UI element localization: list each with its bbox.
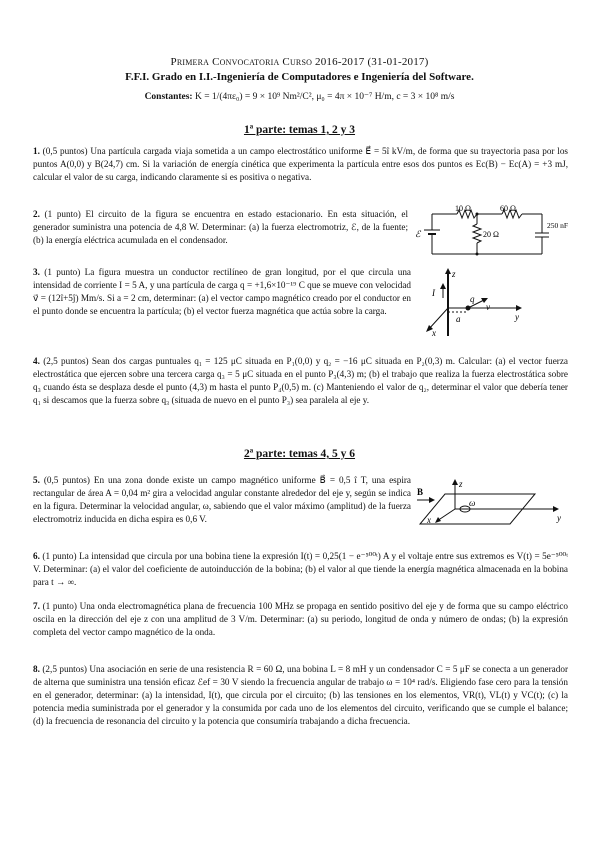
section-title-text: 2ª parte: temas 4, 5 y 6 <box>243 448 356 460</box>
wire-diagram <box>418 268 528 338</box>
x-axis-line <box>437 509 455 521</box>
question-text: (1 punto) La intensidad que circula por una bobina tiene la expresión I(t) = 0,25(1 − e⁻⁵⁰⁰ᵗ) A y el voltaje entre sus extremos es V(t) = 5e⁻⁵⁰⁰ᵗ V. Determinar: (a) el valor del coeficiente de autoinducción de la bobina; (b) el valor al que tiende la energía magnética almacenada en la bobina para t → ∞. <box>33 551 568 587</box>
question-text: (2,5 puntos) Sean dos cargas puntuales q₁ = 125 μC situada en P₁(0,0) y q₂ = −16 μC situada en P₂(0,3) m. Calcular: (a) el vector fuerza electrostática que ejercen sobre una tercera carga q₃ = 5 μC situada en el punto P₃(4,3) m; (b) el trabajo que realiza la fuerza electrostática sobre q₃ cuando ésta se desplaza desde el punto (4,3) m hasta el punto P₄(0,5) m. (c) Manteniendo el valor de q₂, determinar el valor que debería tener q₁ si descamos que la fuerza sobre q₃ (situada de nuevo en el punto P₃) sea paralela al eje y. <box>33 356 568 405</box>
charge-dot <box>466 306 471 311</box>
label-z: z <box>459 479 463 489</box>
label-velocity: v <box>486 302 490 312</box>
label-capacitor: 250 nF <box>547 221 569 230</box>
label-emf: ℰ <box>415 229 421 239</box>
label-y: y <box>515 312 519 322</box>
question-number: 8. <box>33 664 40 674</box>
question-2 <box>33 208 408 247</box>
question-number: 2. <box>33 209 40 219</box>
label-x: x <box>432 328 436 338</box>
label-y: y <box>557 513 561 523</box>
question-3 <box>33 266 411 318</box>
wire-figure <box>418 268 528 338</box>
label-distance: a <box>456 314 461 324</box>
label-omega: ω <box>469 498 476 508</box>
section-title-text: 1ª parte: temas 1, 2 y 3 <box>243 124 356 136</box>
question-text: (0,5 puntos) Una partícula cargada viaja sometida a un campo electrostático uniforme E⃗ = 5î kV/m, de forma que su trayectoria pasa por los puntos A(0,0) y B(24,7) cm. Si la variación de energía cinética que experimenta la partícula entre esos dos puntos es Ec(B) − Ec(A) = +3 mJ, calcular el valor de su carga, indicando claramente si es positiva o negativa. <box>33 146 568 182</box>
constants-label: Constantes: <box>144 92 193 102</box>
circuit-figure <box>412 204 572 264</box>
question-8 <box>33 663 568 728</box>
label-current: I <box>432 288 435 298</box>
question-number: 4. <box>33 356 40 366</box>
label-r3: 20 Ω <box>483 230 499 239</box>
exam-subtitle: F.F.I. Grado en I.I.-Ingeniería de Computadores e Ingeniería del Software. <box>125 71 474 83</box>
section-title-part1 <box>0 124 599 136</box>
question-text: (1 punto) Una onda electromagnética plana de frecuencia 100 MHz se propaga en sentido positivo del eje y de forma que su campo eléctrico oscila en la dirección del eje z con una amplitud de 3 V/m. Determinar: (a) su periodo, longitud de onda y número de ondas; (b) la expresión completa del vector campo magnético de la onda. <box>33 601 568 637</box>
question-4 <box>33 355 568 407</box>
question-text: (0,5 puntos) En una zona donde existe un campo magnético uniforme B⃗ = 0,5 î T, una espira rectangular de área A = 0,04 m² gira a velocidad angular constante alrededor del eje y, según se indica en la figura. Determinar la velocidad angular, ω, sabiendo que el valor máximo (amplitud) de la fuerza electromotriz inducida en dicha espira es 0,6 V. <box>33 475 412 524</box>
x-axis-line <box>428 308 448 330</box>
resistor-20 <box>473 224 481 243</box>
label-z: z <box>452 269 456 279</box>
question-6 <box>33 550 568 589</box>
circuit-diagram <box>412 204 572 264</box>
label-charge: q <box>470 294 475 304</box>
loop-diagram <box>415 478 565 538</box>
section-title-part2 <box>0 448 599 460</box>
constants-values: K = 1/(4πε₀) = 9 × 10⁹ Nm²/C², μ₀ = 4π × 10⁻⁷ H/m, c = 3 × 10⁸ m/s <box>194 92 455 102</box>
constants-line <box>0 91 599 102</box>
question-text: (1 punto) El circuito de la figura se encuentra en estado estacionario. En esta situación, el generador suministra una potencia de 4,8 W. Determinar: (a) la fuerza electromotriz, ℰ, de la fuente; (b) la energía eléctrica acumulada en el condensador. <box>33 209 409 245</box>
question-7 <box>33 600 568 639</box>
label-r1: 10 Ω <box>455 204 471 213</box>
label-x: x <box>427 515 431 525</box>
question-number: 5. <box>33 475 40 485</box>
question-number: 7. <box>33 601 40 611</box>
loop-figure <box>415 478 565 538</box>
exam-title: Primera Convocatoria Curso 2016-2017 (31-01-2017) <box>170 56 429 68</box>
question-text: (1 punto) La figura muestra un conductor rectilíneo de gran longitud, por el que circula una intensidad de corriente I = 5 A, y una partícula de carga q = +1,6×10⁻¹⁹ C que se mueve con velocidad v⃗ = (12î+5ĵ) Mm/s. Si a = 2 cm, determinar: (a) el vector campo magnético creado por el conductor en el punto donde se encuentra la partícula; (b) el vector fuerza magnética que actúa sobre la carga. <box>33 267 412 316</box>
question-5 <box>33 474 411 526</box>
label-b-field: B⃗ <box>417 487 431 497</box>
label-r2: 60 Ω <box>500 204 516 213</box>
question-number: 1. <box>33 146 40 156</box>
question-1 <box>33 145 568 184</box>
question-number: 3. <box>33 267 40 277</box>
question-text: (2,5 puntos) Una asociación en serie de una resistencia R = 60 Ω, una bobina L = 8 mH y un condensador C = 5 μF se conecta a un generador de alterna que suministra una tensión eficaz ℰef = 30 V siendo la frecuencia angular de trabajo ω = 10⁴ rad/s. Eligiendo fase cero para la tensión en el generador, determinar: (a) la intensidad, I(t), que circula por el circuito; (b) las tensiones en los elementos, VR(t), VL(t) y VC(t); (c) la potencia media suministrada por el generador y la consumida por cada uno de los elementos del circuito, verificando que se cumple el balance; (d) la frecuencia de resonancia del circuito y la potencia que consumiría trabajando a dicha frecuencia. <box>33 664 569 726</box>
question-number: 6. <box>33 551 40 561</box>
